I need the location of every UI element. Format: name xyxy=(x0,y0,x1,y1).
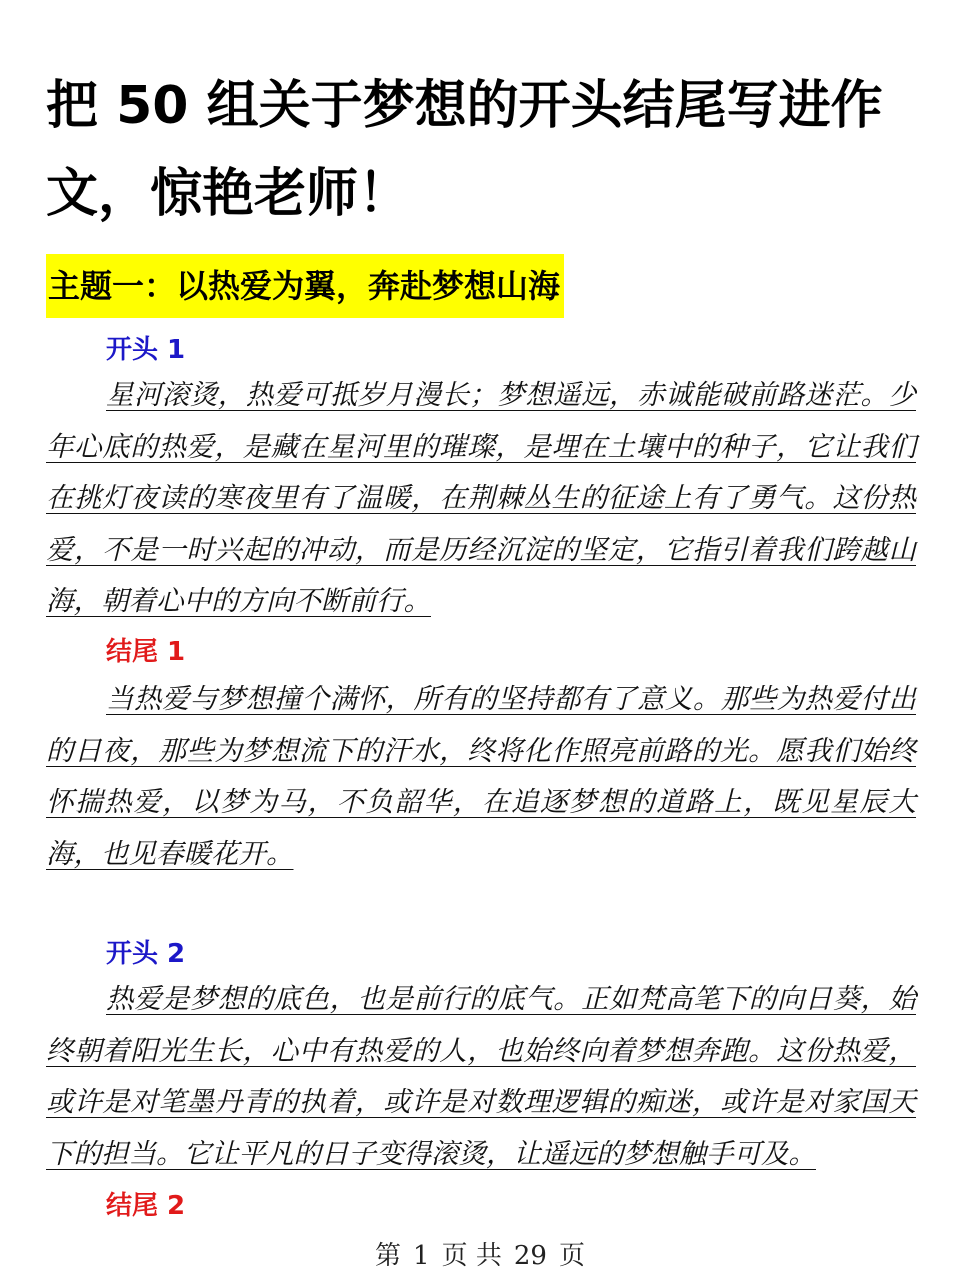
opening-1-label: 开头 1 xyxy=(106,335,186,365)
ending-1-paragraph: 当热爱与梦想撞个满怀，所有的坚持都有了意义。那些为热爱付出的日夜，那些为梦想流下的汗水，终将化作照亮前路的光。愿我们始终怀揣热爱，以梦为马，不负韶华，在追逐梦想的道路上，既见星辰大海，也见春暖花开。 xyxy=(46,683,916,870)
theme-heading: 主题一：以热爱为翼，奔赴梦想山海 xyxy=(46,254,564,318)
footer-suffix: 页 xyxy=(558,1241,585,1271)
footer-current-page: 1 xyxy=(413,1241,430,1271)
ending-1-label: 结尾 1 xyxy=(106,637,186,667)
document-title: 把 50 组关于梦想的开头结尾写进作文，惊艳老师！ xyxy=(46,76,883,224)
opening-2-label: 开头 2 xyxy=(106,939,186,969)
footer-total-pages: 29 xyxy=(513,1241,547,1271)
ending-2-label: 结尾 2 xyxy=(106,1191,186,1221)
page-number-footer xyxy=(0,1236,960,1276)
opening-1-paragraph: 星河滚烫，热爱可抵岁月漫长；梦想遥远，赤诚能破前路迷茫。少年心底的热爱，是藏在星河里的璀璨，是埋在土壤中的种子，它让我们在挑灯夜读的寒夜里有了温暖，在荆棘丛生的征途上有了勇气。这份热爱，不是一时兴起的冲动，而是历经沉淀的坚定，它指引着我们跨越山海，朝着心中的方向不断前行。 xyxy=(46,379,916,617)
footer-middle: 页 共 xyxy=(441,1241,502,1271)
footer-prefix: 第 xyxy=(375,1241,402,1271)
opening-2-paragraph: 热爱是梦想的底色，也是前行的底气。正如梵高笔下的向日葵，始终朝着阳光生长，心中有热爱的人，也始终向着梦想奔跑。这份热爱，或许是对笔墨丹青的执着，或许是对数理逻辑的痴迷，或许是对家国天下的担当。它让平凡的日子变得滚烫，让遥远的梦想触手可及。 xyxy=(46,983,916,1170)
